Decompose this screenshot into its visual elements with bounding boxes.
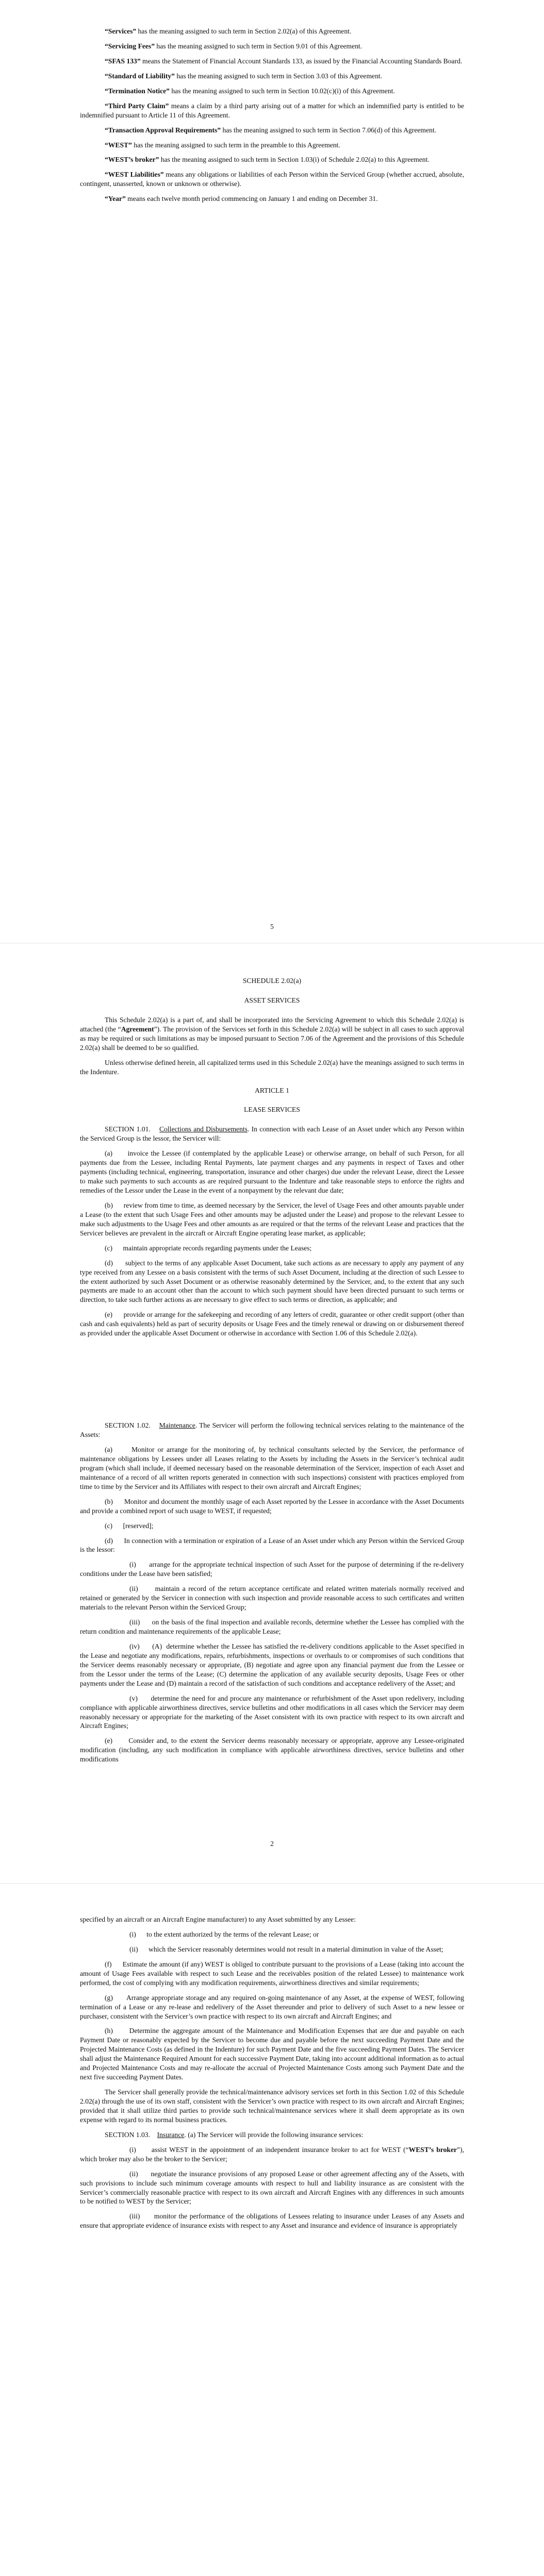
defined-term: Agreement [121,1025,154,1033]
list-item: (g) Arrange appropriate storage and any required on-going maintenance of any Asset, at the expense of WEST, following termination of a Lease or any re-lease and redelivery of the Asset thereunder and prior to delivery of such Asset to a new lessee or purchaser, consistent with the Servicer’s own practice with respect to its own aircraft and Aircraft Engines; and [80,1993,464,2020]
definition-text: means a claim by a third party arising out of a matter for which an indemnified party is entitled to be indemnified pursuant to Article 11 of this Agreement. [80,101,464,119]
schedule-intro-2: Unless otherwise defined herein, all capitalized terms used in this Schedule 2.02(a) have the meanings assigned to such terms in the Indenture. [80,1058,464,1076]
defined-term: “Third Party Claim” [105,101,169,110]
defined-term: “Termination Notice” [105,87,170,95]
list-item: (ii) maintain a record of the return acceptance certificate and related written materials normally received and retained or generated by the Servicer in connection with such inspection and provide reasonable access to such certificates and written materials to the relevant Person within the Serviced Group; [80,1585,464,1612]
section-title: Collections and Disbursements [159,1125,248,1133]
defined-term: “Year” [105,195,126,203]
definition-entry [80,27,464,36]
definition-entry [80,101,464,120]
document-page-2 [0,943,544,1883]
defined-term: “SFAS 133” [105,57,141,65]
list-item: (e) Consider and, to the extent the Servicer deems reasonably necessary or appropriate, approve any Lessee-originated modification (including, any such modification in compliance with applicable airworthiness directives, service bulletins and other modifications [80,1737,464,1764]
section-1-01: SECTION 1.01. Collections and Disbursements. In connection with each Lease of an Asset under which any Person within the Serviced Group is the lessor, the Servicer will: [80,1125,464,1143]
schedule-block [80,976,464,1770]
schedule-subtitle: ASSET SERVICES [244,996,300,1004]
list-item: (b) review from time to time, as deemed necessary by the Servicer, the level of Usage Fees and other amounts payable under a Lease (to the extent that such Usage Fees and other amounts may be adjusted under the Lease) and propose to the relevant Lessee to make such adjustments to the Usage Fees and other amounts as are required or that the terms of the relevant Lease and practices that the Servicer believes are prevalent in the aircraft or Aircraft Engine operating lease market, as applicable; [80,1201,464,1237]
list-item: (a) invoice the Lessee (if contemplated by the applicable Lease) or otherwise arrange, on behalf of such Person, for all payments due from the Lessee, including Rental Payments, late payment charges and any payments in respect of Taxes and other payments (including technical, engineering, transportation, insurance and other charges) due under the relevant Lease, direct the Lessee to make such payments to such accounts as are required pursuant to the Indenture and take reasonable steps to enforce the rights and remedies of the Lessor under the Lease in the event of a nonpayment by the relevant due date; [80,1149,464,1194]
section-1-02-items-cont [80,1930,464,2082]
definition-text: has the meaning assigned to such term in Section 2.02(a) of this Agreement. [136,27,352,35]
list-item: (f) Estimate the amount (if any) WEST is obliged to contribute pursuant to the provisions of a Lease (taking into account the amount of Usage Fees available with respect to such Lease and the receivables position of the related Lessee) to maintenance work performed, the cost of complying with any modification requirements, airworthiness directives and similar requirements; [80,1960,464,1987]
list-item: (i) to the extent authorized by the terms of the relevant Lease; or [129,1930,319,1938]
definition-entry [80,87,464,96]
defined-term: “WEST’s broker” [105,156,159,164]
definition-entry [80,126,464,135]
section-1-02-items [80,1445,464,1764]
definition-entry [80,72,464,81]
definition-text: has the meaning assigned to such term in Section 9.01 of this Agreement. [155,42,362,50]
definition-entry [80,141,464,150]
definition-text: means any obligations or liabilities of each Person within the Serviced Group (whether accrued, absolute, contingent, unasserted, known or unknown or otherwise). [80,171,464,188]
definition-entry [80,170,464,189]
schedule-title: SCHEDULE 2.02(a) [242,977,302,985]
list-item: (d) In connection with a termination or expiration of a Lease of an Asset under which any Person within the Serviced Group is the lessor: [80,1536,464,1554]
list-item: (ii) negotiate the insurance provisions of any proposed Lease or other agreement affecting any of the Assets, with such provisions to include such minimum coverage amounts with respect to hull and liability insurance as are consistent with the Servicer’s commercially reasonable practice with respect to its own aircraft and Aircraft Engines with any differences in such amounts to be notified to WEST by the Servicer; [80,2170,464,2206]
list-item: (ii) which the Servicer reasonably determines would not result in a material diminution in value of the Asset; [129,1945,443,1953]
defined-term: “Transaction Approval Requirements” [105,126,221,134]
list-item: (c) maintain appropriate records regarding payments under the Leases; [105,1244,312,1252]
definition-text: has the meaning assigned to such term in Section 1.03(i) of Schedule 2.02(a) to this Agreement. [159,156,430,164]
list-item: (b) Monitor and document the monthly usage of each Asset reported by the Lessee in accordance with the Asset Documents and provide a combined report of such usage to WEST, if requested; [80,1497,464,1515]
servicer-paragraph: The Servicer shall generally provide the technical/maintenance advisory services set forth in this Section 1.02 of this Schedule 2.02(a) through the use of its own staff, consistent with the Servicer’s own practice with respect to its own aircraft and Aircraft Engines; provided that it shall utilize third parties to provide such technical/maintenance services where it shall deem appropriate as its own expense with regard to its normal business practices. [80,2088,464,2124]
definition-text: means each twelve month period commencing on January 1 and ending on December 31. [125,195,378,203]
definition-entry [80,42,464,51]
section-1-03-item: (i) assist WEST in the appointment of an independent insurance broker to act for WEST (“WEST’s broker”), which broker may also be the broker to the Servicer; [80,2145,464,2163]
continuation-text: specified by an aircraft or an Aircraft Engine manufacturer) to any Asset submitted by any Lessee: [80,1916,356,1923]
section-title: Insurance [157,2130,185,2139]
page-number: 2 [270,1840,274,1848]
section-1-02: SECTION 1.02. Maintenance. The Servicer will perform the following technical services relating to the maintenance of the Assets: [80,1421,464,1439]
list-item: (i) arrange for the appropriate technical inspection of such Asset for the purpose of determining if the re-delivery conditions under the Lease have been satisfied; [80,1561,464,1578]
definition-text: has the meaning assigned to such term in the preamble to this Agreement. [131,141,340,149]
list-item: (c) [reserved]; [105,1521,154,1530]
definition-entry [80,155,464,164]
definitions-block [80,27,464,209]
list-item: (iv) (A) determine whether the Lessee has satisfied the re-delivery conditions applicable to the Asset specified in the Lease and negotiate any modifications, repairs, refurbishments, inspections or overhauls to or compromises of such conditions that the Servicer deems reasonably necessary or appropriate, (B) negotiate and agree upon any financial payment due from the Lessee or from the Lessor under the terms of the Lease; (C) determine the application of any available security deposits, Usage Fees or other payments under the Lease and (D) maintain a record of the satisfaction of such conditions and acceptance redelivery of the Asset; and [80,1642,464,1687]
section-1-03-items [80,2170,464,2231]
definition-entry [80,57,464,66]
defined-term: “WEST Liabilities” [105,171,164,179]
definition-entry [80,194,464,204]
defined-term: “Services” [105,27,137,35]
document-page-5 [0,0,544,940]
document-page-3 [0,1883,544,2576]
definition-text: has the meaning assigned to such term in Section 3.03 of this Agreement. [174,72,383,80]
section-title: Maintenance [159,1421,195,1430]
list-item: (a) Monitor or arrange for the monitoring of, by technical consultants selected by the Servicer, the performance of maintenance obligations by Lessees under all Leases relating to the Assets by including the Assets in the Servicer’s technical audit program (which shall include, if deemed necessary based on the reasonable determination of the Servicer, inspection of each Asset and maintenance of a record of all written reports generated in connection with such inspections) consistent with practices employed from time to time by the Servicer and its Affiliates with respect to their own aircraft and Aircraft Engines; [80,1446,464,1490]
list-item: (iii) on the basis of the final inspection and available records, determine whether the Lessee has complied with the return condition and maintenance requirements of the applicable Lease; [80,1618,464,1635]
list-item: (d) subject to the terms of any applicable Asset Document, take such actions as are necessary to apply any payment of any type received from any Lessee on a basis consistent with the terms of such Asset Document, including at the direction of such Lessee to the extent authorized by such Asset Document or as otherwise reasonably determined by the Servicer, and, to the extent that any such payments are made to an account other than the account to which such payment should have been directed pursuant to such terms or direction, to take such further actions as are necessary to give effect to such terms or direction, as applicable; and [80,1259,464,1304]
schedule-continuation [80,1915,464,2236]
defined-term: “Servicing Fees” [105,42,155,50]
article-heading: ARTICLE 1 [255,1086,289,1094]
section-1-03: SECTION 1.03. Insurance. (a) The Servicer will provide the following insurance services: [105,2130,364,2139]
defined-term: “WEST” [105,141,132,149]
definition-text: has the meaning assigned to such term in Section 7.06(d) of this Agreement. [221,126,436,134]
list-item: (iii) monitor the performance of the obligations of Lessees relating to insurance under Leases of any Assets and ensure that appropriate evidence of insurance exists with respect to any Asset and insurance and evidence of insurance is appropriately [80,2212,464,2230]
definition-text: has the meaning assigned to such term in Section 10.02(c)(i) of this Agreement. [169,87,395,95]
definition-text: means the Statement of Financial Account Standards 133, as issued by the Financial Accounting Standards Board. [140,57,463,65]
list-item: (v) determine the need for and procure any maintenance or refurbishment of the Asset upon redelivery, including compliance with applicable airworthiness directives, service bulletins and other modifications in all cases which the Servicer may deem reasonably necessary or appropriate for the marketing of the Asset consistent with its own practice with respect to its own aircraft and Aircraft Engines; [80,1694,464,1730]
defined-term: “Standard of Liability” [105,72,175,80]
schedule-intro: This Schedule 2.02(a) is a part of, and shall be incorporated into the Servicing Agreement to which this Schedule 2.02(a) is attached (the “Agreement”). The provision of the Services set forth in this Schedule 2.02(a) will be subject in all cases to such approval as may be required or such limitations as may be imposed pursuant to Section 7.06 of the Agreement and the provisions of this Schedule 2.02(a) shall be deemed to be so qualified. [80,1015,464,1052]
section-1-01-items [80,1149,464,1338]
page-number: 5 [270,923,274,930]
list-item: (h) Determine the aggregate amount of the Maintenance and Modification Expenses that are due and payable on each Payment Date or reasonably expected by the Servicer to become due and payable before the next succeeding Payment Date and the Projected Maintenance Costs (as defined in the Indenture) for such Payment Date and the five succeeding Payment Dates. The Servicer shall adjust the Maintenance Required Amount for each successive Payment Date, taking into account additional information as to actual and Projected Maintenance Costs and may re-allocate the accrual of Projected Maintenance Costs among such Payment Date and the next five succeeding Payment Dates. [80,2027,464,2081]
article-title: LEASE SERVICES [244,1106,300,1114]
list-item: (e) provide or arrange for the safekeeping and recording of any letters of credit, guarantee or other credit support (other than cash and cash equivalents) held as part of security deposits or Usage Fees and the timely renewal or drawing on or disbursement thereof as provided under the applicable Asset Document or otherwise in accordance with Section 1.06 of this Schedule 2.02(a). [80,1311,464,1337]
defined-term: WEST’s broker [408,2145,457,2154]
